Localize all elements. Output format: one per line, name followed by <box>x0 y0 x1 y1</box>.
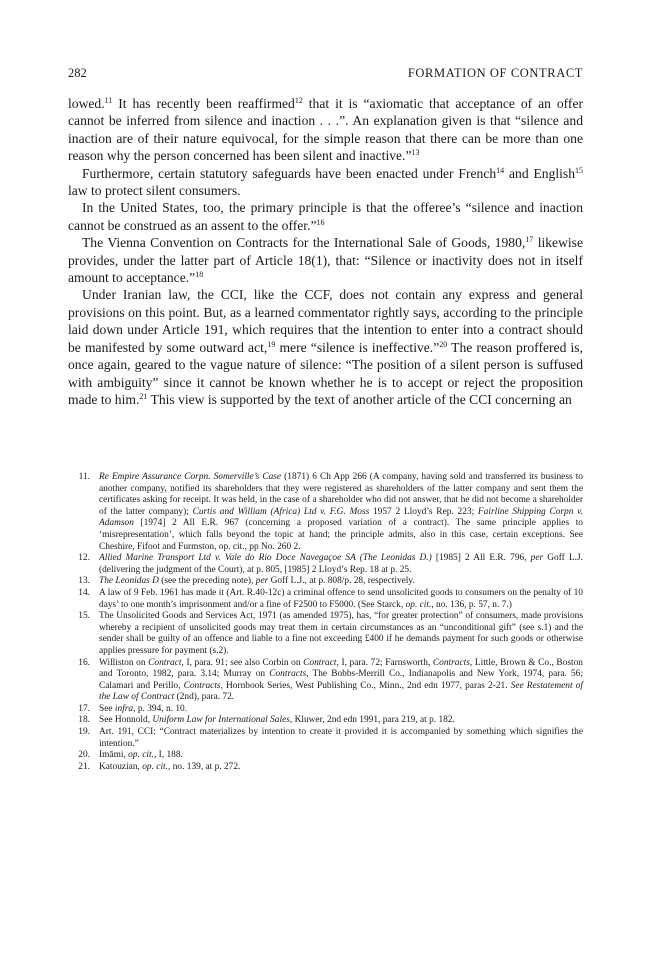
text-run: Katouzian, <box>99 761 143 772</box>
text-run: (1871) 6 Ch App 266 (A company, having sold and transferred its business to another company, notified its shareholders that they were registered as shareholders of the latter company and sent them the certificates asking for receipt. It was held, in the case of a shareholder who did not answer, that he did not become a shareholder of the latter company); <box>99 472 583 517</box>
text-run: , I, 188. <box>153 750 183 761</box>
text-run: Furthermore, certain statutory safeguards have been enacted under French <box>82 165 497 181</box>
text-run: , Kluwer, 2nd edn 1991, para 219, at p. 182. <box>289 715 455 726</box>
text-run: It has recently been reaffirmed <box>112 96 295 111</box>
footnote-reference[interactable]: 13 <box>411 148 420 158</box>
text-run: lowed. <box>68 96 105 111</box>
body-text <box>68 95 583 408</box>
text-run: (see the preceding note), <box>158 576 256 587</box>
text-run: likewise provides, under the latter part of Article 18(1), that: “Silence or inactivity does not in itself amount to acceptance.” <box>68 235 584 286</box>
footnote-number: 12. <box>78 553 90 564</box>
footnote <box>68 727 583 750</box>
text-run: See Honnold, <box>99 715 153 726</box>
italic-text: Contracts <box>183 680 221 691</box>
italic-text: Curtis and William (Africa) Ltd v. F.G. Moss <box>192 506 370 517</box>
paragraph <box>68 165 583 200</box>
footnote-reference[interactable]: 21 <box>139 391 148 401</box>
footnote-reference[interactable]: 18 <box>195 270 204 280</box>
text-run: (2nd), para. 72. <box>174 692 235 703</box>
text-run: The Unsolicited Goods and Services Act, 1971 (as amended 1975), has, “for greater protection” of consumers, made provisions whereby a recipient of unsolicited goods may treat them in certain circumstances as an “unconditional gift” (see s.1) and the sender shall be guilty of an offence and liable to a fine not exceeding £400 if he demands payment for such goods or otherwise applies pressure for payment (s.2). <box>99 611 583 656</box>
footnote-reference[interactable]: 15 <box>575 165 583 175</box>
text-run: , Little, Brown & Co., Boston and Toronto, 1982, para. 3.14; Murray on <box>99 657 583 680</box>
text-run: [1985] 2 All E.R. 796, <box>431 553 531 564</box>
italic-text: op. cit. <box>142 761 168 772</box>
footnote <box>68 715 583 727</box>
text-run: and English <box>504 165 575 181</box>
page-number: 282 <box>68 66 87 80</box>
text-run: Imāmi, <box>99 750 129 761</box>
footnote <box>68 704 583 716</box>
text-run: Williston on <box>99 657 149 668</box>
text-run: The reason proffered is, once again, geared to the vague nature of silence: “The position of a silent person is suffused with ambiguity” since it cannot be known whether he is to accept or reject the proposition made to him. <box>68 339 583 407</box>
footnote-number: 14. <box>78 587 90 598</box>
footnote-reference[interactable]: 11 <box>104 96 113 105</box>
paragraph <box>68 95 583 165</box>
italic-text: per <box>255 576 269 587</box>
italic-text: Contract <box>148 657 182 668</box>
text-run: , Hornbook Series, West Publishing Co., Minn., 2nd edn 1977, paras 2-21. <box>220 680 511 691</box>
text-run: Goff L.J. (delivering the judgment of the Court), at p. 805, [1985] 2 Lloyd’s Rep. 18 at p. 25. <box>99 553 583 575</box>
text-run: Goff L.J., at p. 808/p. 28, respectively. <box>268 576 415 587</box>
footnote-number: 11. <box>78 472 90 482</box>
text-run: , The Bobbs-Merrill Co., Indianapolis and New York, 1974, para. 56; Calamari and Perillo, <box>99 669 583 691</box>
italic-text: op. cit. <box>128 750 154 761</box>
text-run: , no. 136, p. 57, n. 7.) <box>431 599 512 610</box>
text-run: See <box>99 703 115 714</box>
text-run: [1974] 2 All E.R. 967 (concerning a proposed variation of a contract). The same principle applies to ‘misrepresentation’, which falls beyond the topic at hand; the principle admits, also in this case, certain exceptions. See Cheshire, Fifoot and Furmston, op. cit., pp No. 260 2. <box>99 518 583 552</box>
footnotes <box>68 472 583 773</box>
footnote <box>68 611 583 657</box>
paragraph <box>68 234 583 286</box>
text-run: , no. 139, at p. 272. <box>168 761 241 772</box>
footnote <box>68 553 583 576</box>
text-run: , I, para. 72; Farnsworth, <box>336 657 433 668</box>
footnote <box>68 762 583 774</box>
italic-text: Allied Marine Transport Ltd v. Vale do Rio Doce Navegaçoe SA (The Leonidas D.) <box>99 553 432 564</box>
footnote-number: 13. <box>78 576 90 587</box>
italic-text: Fairline Shipping Corpn v. Adamson <box>99 506 583 529</box>
text-run: 1957 2 Lloyd’s Rep. 223; <box>369 506 478 517</box>
footnote-number: 20. <box>78 750 90 761</box>
italic-text: Contracts <box>269 669 307 680</box>
footnote-reference[interactable]: 16 <box>316 217 325 227</box>
footnote-reference[interactable]: 19 <box>267 339 276 349</box>
italic-text: Contracts <box>432 657 470 668</box>
footnote-number: 16. <box>78 657 90 668</box>
text-run: , I, para. 91; see also Corbin on <box>181 657 304 668</box>
footnote-number: 17. <box>78 703 90 714</box>
footnote <box>68 658 583 704</box>
paragraph <box>68 199 583 234</box>
paragraph <box>68 286 583 408</box>
italic-text: Uniform Law for International Sales <box>152 715 290 726</box>
text-run: A law of 9 Feb. 1961 has made it (Art. R.40-12c) a criminal offence to send unsolicited goods to consumers on the penalty of 10 days’ to one month’s imprisonment and/or a fine of F2500 to F5000. (See Starck, <box>99 587 583 610</box>
footnote <box>68 472 583 553</box>
footnote-number: 21. <box>78 761 90 772</box>
text-run: , p. 394, n. 10. <box>133 703 188 714</box>
text-run: The Vienna Convention on Contracts for the International Sale of Goods, 1980, <box>82 235 526 251</box>
italic-text: infra <box>114 703 134 714</box>
text-run: Under Iranian law, the CCI, like the CCF, does not contain any express and general provisions on this point. But, as a learned commentator rightly says, according to the principle laid down under Article 191, which requires that the intention to enter into a contract should be manifested by some outward act, <box>68 287 583 355</box>
text-run: law to protect silent consumers. <box>68 183 241 199</box>
page-header <box>68 66 583 82</box>
footnote-reference[interactable]: 14 <box>496 165 505 175</box>
footnote-reference[interactable]: 12 <box>294 96 303 105</box>
footnote-number: 19. <box>78 727 90 738</box>
text-run: In the United States, too, the primary principle is that the offeree’s “silence and inaction cannot be construed as an assent to the offer.” <box>68 200 583 233</box>
text-run: mere “silence is ineffective.” <box>275 339 440 355</box>
footnote <box>68 750 583 762</box>
footnote <box>68 576 583 588</box>
italic-text: per <box>530 553 544 564</box>
italic-text: The Leonidas D <box>99 576 159 587</box>
text-run: Art. 191, CCI: “Contract materializes by intention to create it provided it is accompanied by something which signifies the intention.” <box>99 727 583 749</box>
text-run: that it is “axiomatic that acceptance of an offer cannot be inferred from silence and inaction . . .”. An explanation given is that “silence and inaction are of their nature equivocal, for the simple reason that there can be more than one reason why the person concerned has been silent and inactive.” <box>68 96 584 164</box>
running-title: FORMATION OF CONTRACT <box>407 66 583 80</box>
footnote-number: 15. <box>78 611 90 622</box>
footnote <box>68 588 583 611</box>
footnote-reference[interactable]: 17 <box>525 235 534 245</box>
footnote-reference[interactable]: 20 <box>439 339 448 349</box>
italic-text: op. cit. <box>405 599 432 610</box>
italic-text: Re Empire Assurance Corpn. Somerville’s Case <box>99 472 282 482</box>
text-run: This view is supported by the text of another article of the CCI concerning an <box>147 391 572 407</box>
footnote-number: 18. <box>78 715 90 726</box>
italic-text: Contract <box>303 657 337 668</box>
italic-text: See Restatement of the Law of Contract <box>99 680 584 703</box>
